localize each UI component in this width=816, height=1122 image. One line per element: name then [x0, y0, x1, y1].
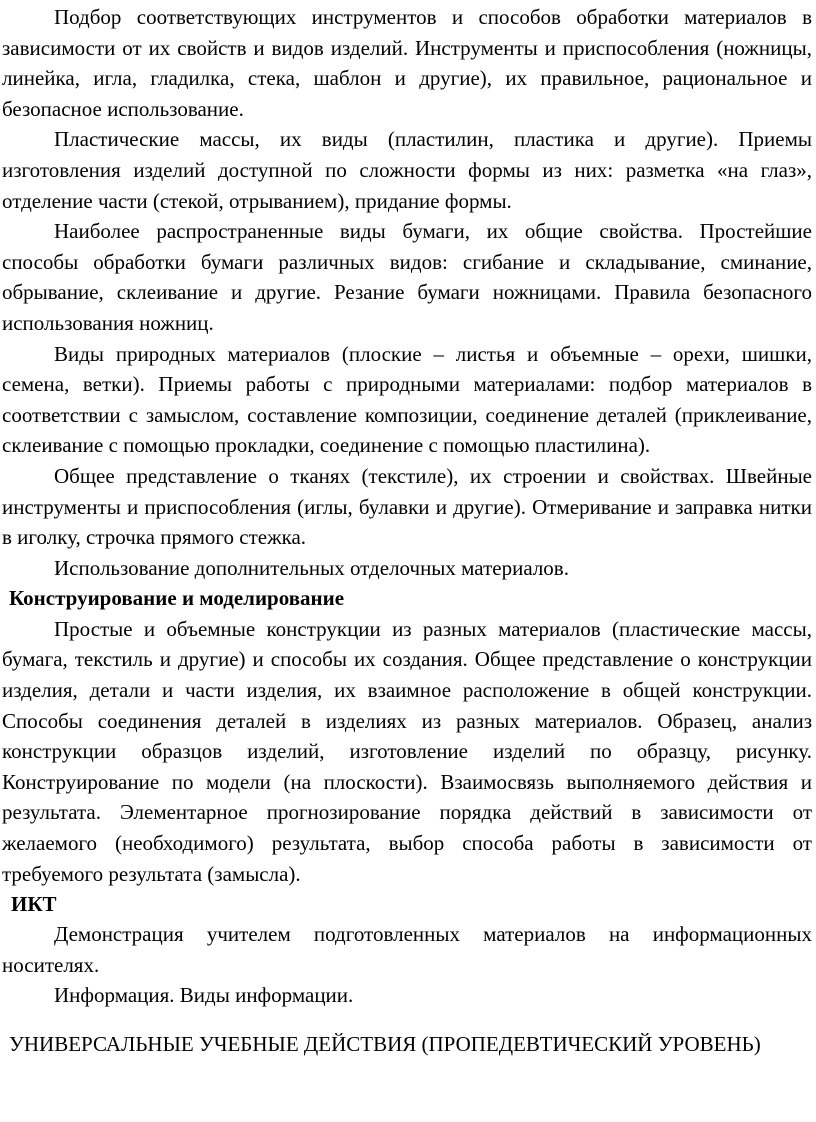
heading-construction: Конструирование и моделирование	[9, 586, 345, 611]
paragraph-demonstration: Демонстрация учителем подготовленных материалов на информационных носителях.	[2, 922, 812, 977]
document-content	[2, 2, 812, 1060]
section-title-universal-actions: УНИВЕРСАЛЬНЫЕ УЧЕБНЫЕ ДЕЙСТВИЯ (ПРОПЕДЕВТИЧЕСКИЙ УРОВЕНЬ)	[9, 1032, 761, 1056]
paragraph-textiles: Общее представление о тканях (текстиле), их строении и свойствах. Швейные инструменты и приспособления (иглы, булавки и другие). Отмеривание и заправка нитки в иголку, строчка прямого стежка.	[2, 463, 812, 550]
paragraph-tools: Подбор соответствующих инструментов и способов обработки материалов в зависимости от их свойств и видов изделий. Инструменты и приспособления (ножницы, линейка, игла, гладилка, стека, шаблон и другие), их правильное, рациональное и безопасное использование.	[2, 5, 812, 121]
paragraph-natural-materials: Виды природных материалов (плоские – листья и объемные – орехи, шишки, семена, ветки). Приемы работы с природными материалами: подбор материалов в соответствии с замыслом, составление композиции, соединение деталей (приклеивание, склеивание с помощью прокладки, соединение с помощью пластилина).	[2, 341, 812, 458]
section-spacer	[2, 1011, 812, 1029]
paragraph-information: Информация. Виды информации.	[54, 983, 354, 1008]
paragraph-finishing-materials: Использование дополнительных отделочных материалов.	[54, 555, 569, 580]
paragraph-constructions: Простые и объемные конструкции из разных материалов (пластические массы, бумага, текстиль и другие) и способы их создания. Общее представление о конструкции изделия, детали и части изделия, их взаимное расположение в общей конструкции. Способы соединения деталей в изделиях из разных материалов. Образец, анализ конструкции образцов изделий, изготовление изделий по образцу, рисунку. Конструирование по модели (на плоскости). Взаимосвязь выполняемого действия и результата. Элементарное прогнозирование порядка действий в зависимости от желаемого (необходимого) результата, выбор способа работы в зависимости от требуемого результата (замысла).	[2, 616, 812, 886]
paragraph-plastic-masses: Пластические массы, их виды (пластилин, пластика и другие). Приемы изготовления изделий доступной по сложности формы из них: разметка «на глаз», отделение части (стекой, отрыванием), придание формы.	[2, 127, 812, 213]
paragraph-paper: Наиболее распространенные виды бумаги, их общие свойства. Простейшие способы обработки бумаги различных видов: сгибание и складывание, сминание, обрывание, склеивание и другие. Резание бумаги ножницами. Правила безопасного использования ножниц.	[2, 219, 812, 335]
heading-ikt: ИКТ	[11, 892, 57, 917]
